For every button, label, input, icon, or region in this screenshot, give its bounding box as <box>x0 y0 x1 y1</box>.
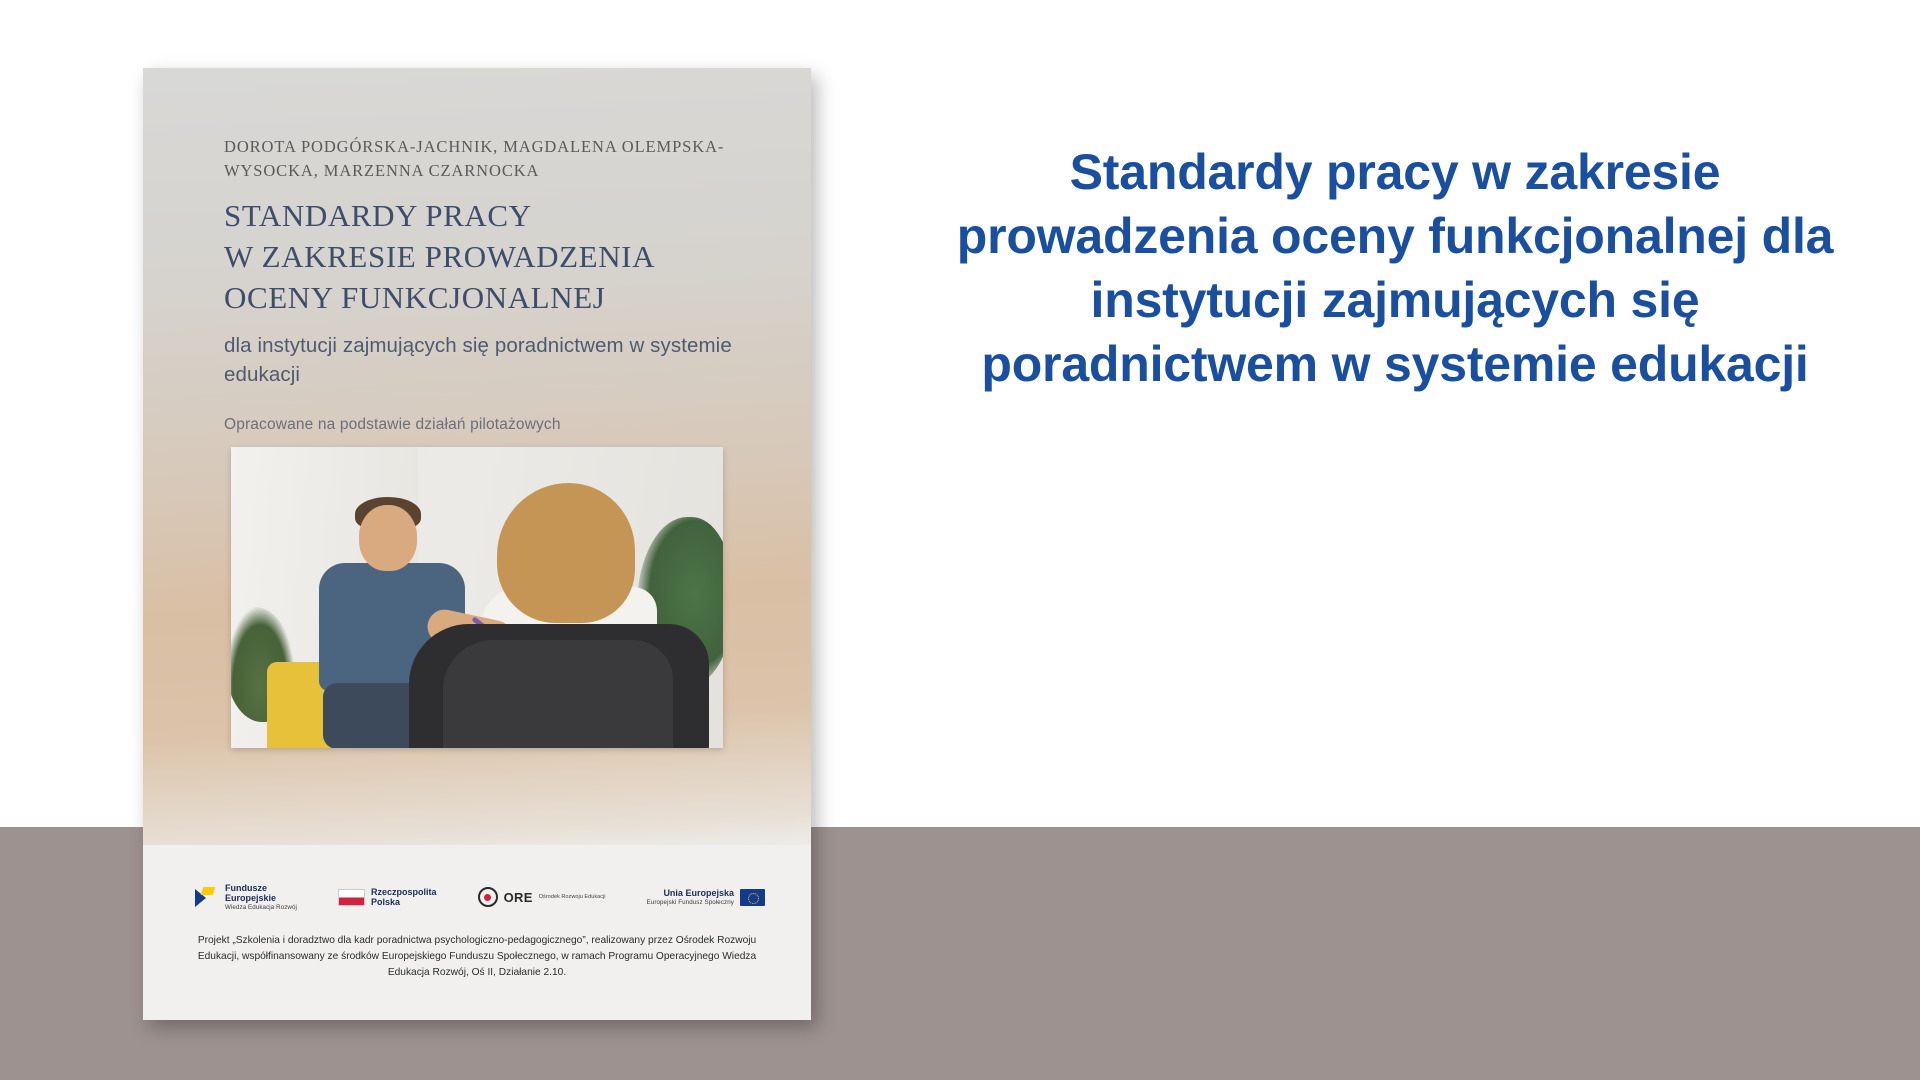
project-funding-note: Projekt „Szkolenia i doradztwo dla kadr poradnictwa psychologiczno-pedagogicznego”, realizowany przez Ośrodek Rozwoju Edukacji, współfinansowany ze środków Europejskiego Funduszu Społecznego, w ramach Programu Operacyjnego Wiedza Edukacja Rozwój, Oś II, Działanie 2.10. <box>197 935 757 978</box>
logo-fe-line1: Fundusze <box>225 883 267 894</box>
logo-eu-line1: Unia Europejska <box>663 888 734 899</box>
cover-subtitle: dla instytucji zajmujących się poradnictwem w systemie edukacji <box>224 334 732 387</box>
ore-circle-icon <box>478 887 498 907</box>
logo-rzeczpospolita-polska <box>338 887 437 908</box>
logo-ore-label: ORE <box>503 889 533 905</box>
book-cover-image <box>143 68 811 1020</box>
cover-title <box>224 195 744 319</box>
cover-title-line-1: STANDARDY PRACY <box>224 198 532 233</box>
cover-title-line-2: W ZAKRESIE PROWADZENIA <box>224 239 656 275</box>
counselor-hair <box>497 483 635 623</box>
logo-ore-sub: Ośrodek Rozwoju Edukacji <box>538 893 606 900</box>
eu-funds-icon <box>193 886 219 908</box>
logo-fe-line2: Europejskie <box>225 893 277 904</box>
student-head <box>359 505 417 571</box>
logo-eu-sub: Europejski Fundusz Społeczny <box>646 898 734 906</box>
cover-title-line-3: OCENY FUNKCJONALNEJ <box>224 280 606 316</box>
logo-row <box>193 873 765 921</box>
logo-fe-sub: Wiedza Edukacja Rozwój <box>225 903 298 911</box>
slide-headline: Standardy pracy w zakresie prowadzenia oceny funkcjonalnej dla instytucji zajmujących się poradnictwem w systemie edukacji <box>956 144 1834 392</box>
polish-flag-icon <box>338 889 365 906</box>
eu-flag-icon <box>740 889 765 906</box>
logo-ore <box>478 887 606 907</box>
cover-authors: DOROTA PODGÓRSKA-JACHNIK, MAGDALENA OLEMPSKA-WYSOCKA, MARZENNA CZARNOCKA <box>224 137 725 180</box>
logo-unia-europejska <box>647 888 765 905</box>
logo-fundusze-europejskie <box>193 883 297 911</box>
logo-rp-line2: Polska <box>371 897 401 907</box>
logo-rp-line1: Rzeczpospolita <box>371 886 437 897</box>
cover-note: Opracowane na podstawie działań pilotażowych <box>224 416 561 433</box>
cover-footer <box>143 845 811 1020</box>
black-chair <box>409 624 709 748</box>
cover-photo <box>231 447 723 748</box>
